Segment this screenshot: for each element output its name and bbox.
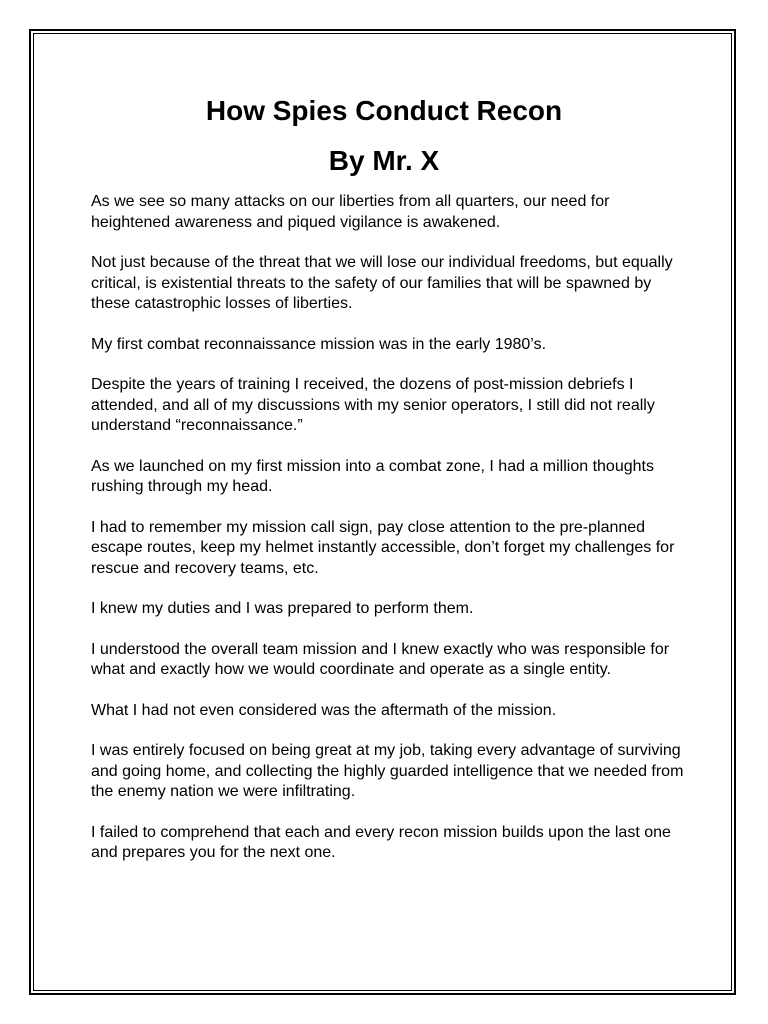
paragraph: As we launched on my first mission into a combat zone, I had a million thoughts rushing through my head. [91,457,654,495]
paragraph: Despite the years of training I received, the dozens of post-mission debriefs I attended, and all of my discussions with my senior operators, I still did not really understand “reconnaissance.” [91,376,655,434]
document-title: How Spies Conduct Recon [205,95,563,126]
paragraph: Not just because of the threat that we will lose our individual freedoms, but equally critical, is existential threats to the safety of our families that will be spawned by these catastrophic losses of liberties. [91,254,673,312]
document-body [91,192,691,884]
paragraph: As we see so many attacks on our liberties from all quarters, our need for heightened awareness and piqued vigilance is awakened. [91,193,610,231]
paragraph: I had to remember my mission call sign, pay close attention to the pre-planned escape routes, keep my helmet instantly accessible, don’t forget my challenges for rescue and recovery teams, etc. [91,518,675,577]
paragraph: I was entirely focused on being great at my job, taking every advantage of surviving and going home, and collecting the highly guarded intelligence that we needed from the enemy nation we were infiltrating. [91,742,684,800]
paragraph: I understood the overall team mission and I knew exactly who was responsible for what and exactly how we would coordinate and operate as a single entity. [91,640,670,678]
paragraph: I knew my duties and I was prepared to perform them. [91,600,474,617]
document-byline: By Mr. X [328,145,440,176]
paragraph: What I had not even considered was the aftermath of the mission. [91,701,557,719]
paragraph: My first combat reconnaissance mission was in the early 1980’s. [91,335,547,353]
paragraph: I failed to comprehend that each and every recon mission builds upon the last one and prepares you for the next one. [91,823,671,861]
